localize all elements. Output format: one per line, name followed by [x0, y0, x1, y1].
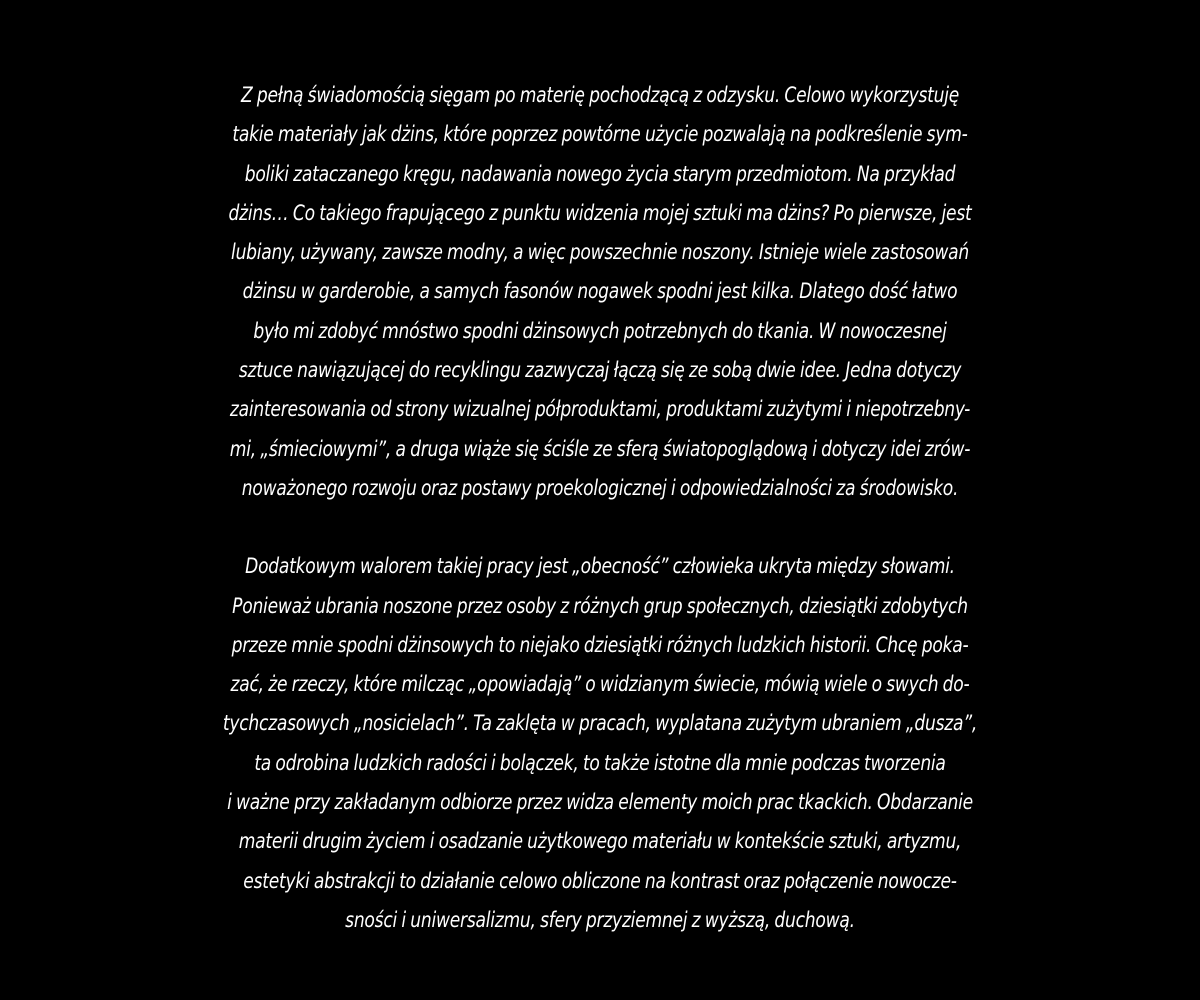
text-line: estetyki abstrakcji to działanie celowo obliczone na kontrast oraz połączenie nowocze-	[243, 868, 957, 893]
paragraph-2	[0, 547, 1200, 940]
text-line: dżins… Co takiego frapującego z punktu widzenia mojej sztuki ma dżins? Po pierwsze, jest	[228, 200, 972, 225]
text-line: materii drugim życiem i osadzanie użytkowego materiału w kontekście sztuki, artyzmu,	[238, 829, 962, 854]
text-line: zainteresowania od strony wizualnej półproduktami, produktami zużytymi i niepotrzebny-	[229, 397, 971, 422]
text-line: ta odrobina ludzkich radości i bolączek, to także istotne dla mnie podczas tworzenia	[254, 750, 946, 775]
text-line: noważonego rozwoju oraz postawy proekologicznej i odpowiedzialności za środowisko.	[241, 475, 959, 500]
text-line: dżinsu w garderobie, a samych fasonów nogawek spodni jest kilka. Dlatego dość łatwo	[242, 279, 958, 304]
text-line: przeze mnie spodni dżinsowych to niejako dziesiątki różnych ludzkich historii. Chcę poka-	[231, 632, 969, 657]
text-line: tychczasowych „nosicielach”. Ta zaklęta w pracach, wyplatana zużytym ubraniem „dusza”,	[222, 711, 978, 736]
text-line: i ważne przy zakładanym odbiorze przez widza elementy moich prac tkackich. Obdarzanie	[227, 790, 973, 815]
text-line: było mi zdobyć mnóstwo spodni dżinsowych potrzebnych do tkania. W nowoczesnej	[253, 318, 947, 343]
text-line: zać, że rzeczy, które milcząc „opowiadają” o widzianym świecie, mówią wiele o swych do-	[230, 672, 970, 697]
text-line: mi, „śmieciowymi”, a druga wiąże się ściśle ze sferą światopoglądową i dotyczy idei zrów-	[229, 436, 971, 461]
text-line: Z pełną świadomością sięgam po materię pochodzącą z odzysku. Celowo wykorzystuję	[241, 83, 959, 107]
text-line: boliki zataczanego kręgu, nadawania nowego życia starym przedmiotom. Na przykład	[244, 161, 956, 186]
text-line: Ponieważ ubrania noszone przez osoby z różnych grup społecznych, dziesiątki zdobytych	[232, 593, 968, 618]
paragraph-spacer	[0, 508, 1200, 547]
text-line: sności i uniwersalizmu, sfery przyziemnej z wyższą, duchową.	[345, 907, 855, 932]
text-line: sztuce nawiązującej do recyklingu zazwyczaj łączą się ze sobą dwie idee. Jedna dotyczy	[238, 358, 962, 383]
text-line: lubiany, używany, zawsze modny, a więc powszechnie noszony. Istnieje wiele zastosowań	[231, 240, 969, 265]
text-line: takie materiały jak dżins, które poprzez powtórne użycie pozwalają na podkreślenie sym-	[232, 122, 968, 147]
paragraph-1	[0, 76, 1200, 508]
text-line: Dodatkowym walorem takiej pracy jest „obecność” człowieka ukryta między słowami.	[245, 554, 955, 579]
